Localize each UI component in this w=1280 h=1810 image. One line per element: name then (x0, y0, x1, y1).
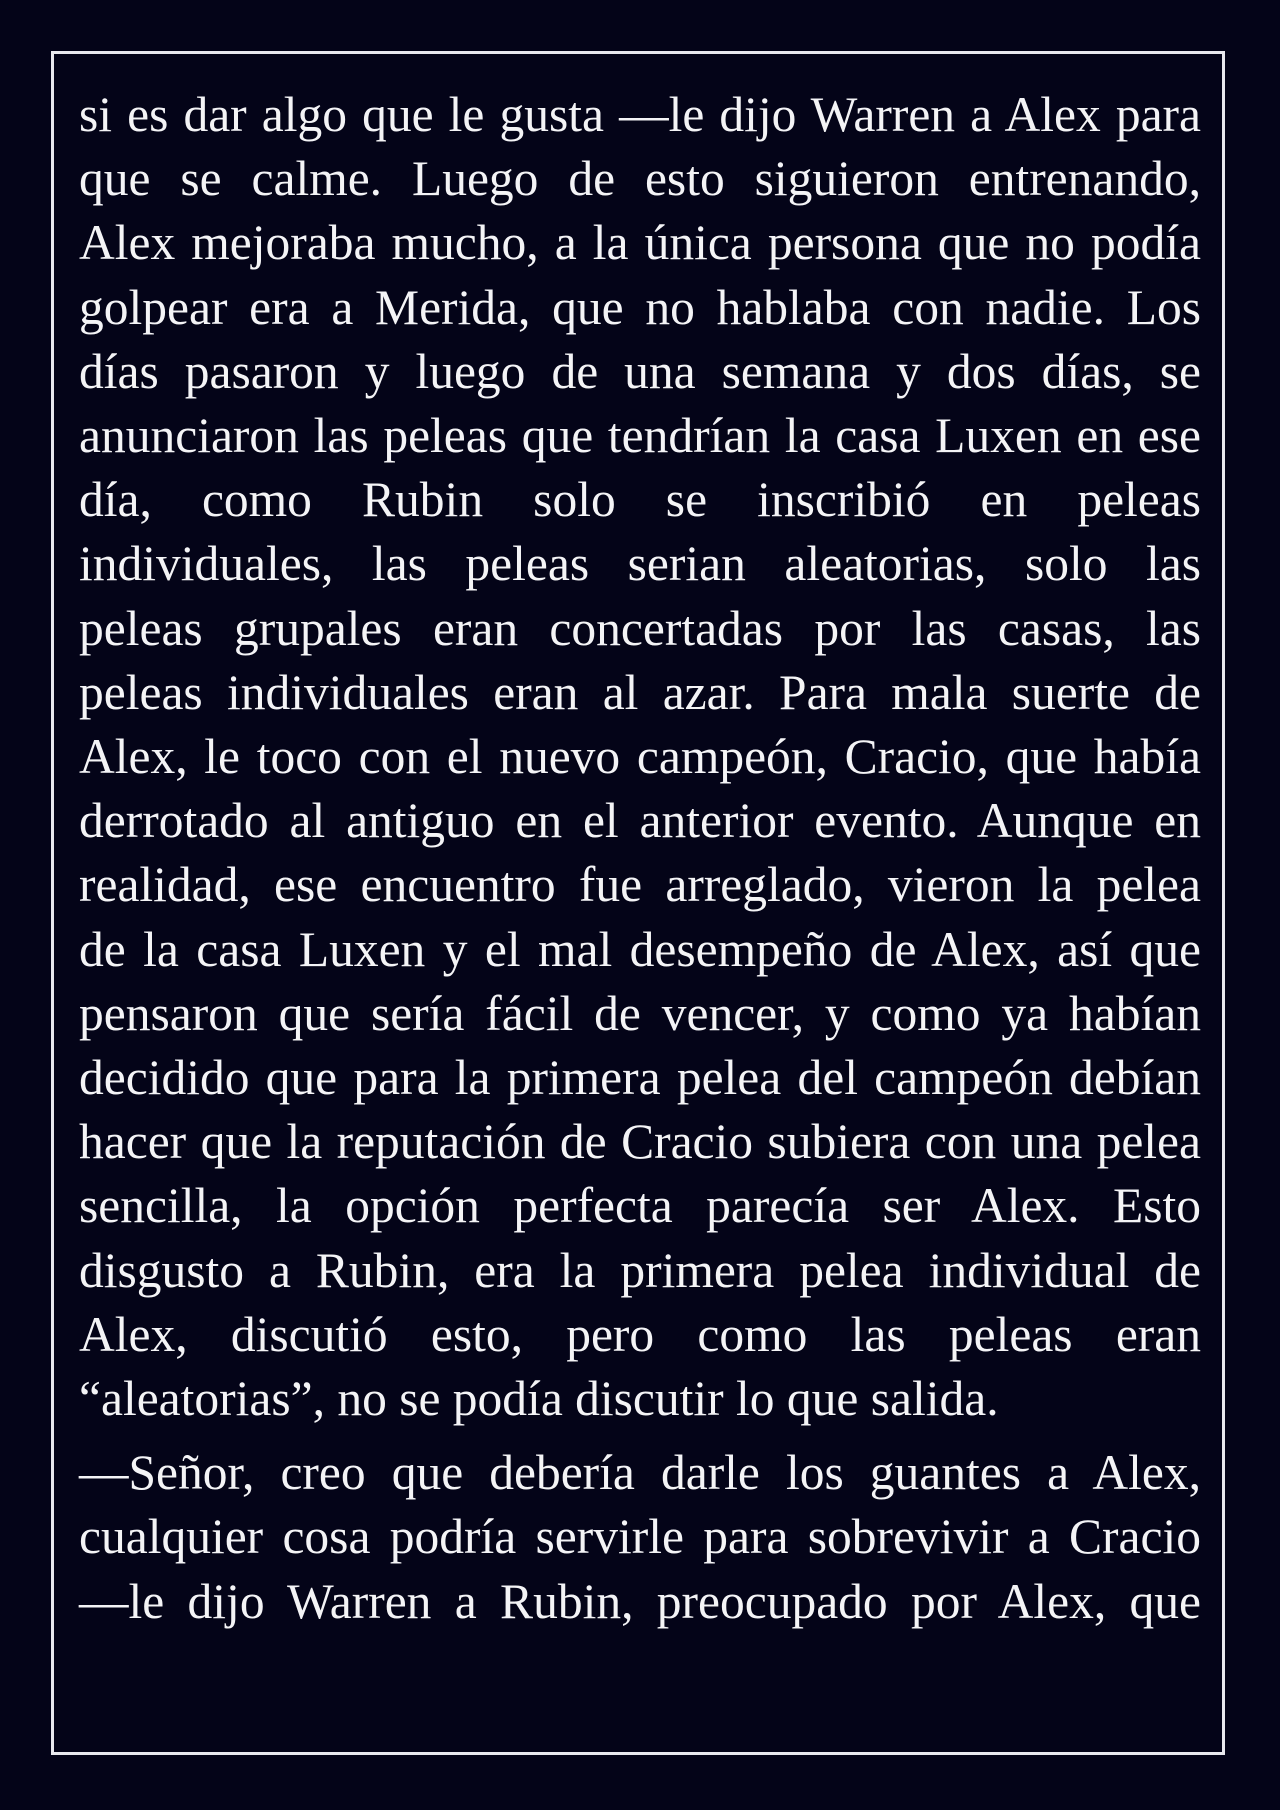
body-text (79, 83, 1201, 1634)
text-line: hacer que la reputación de Cracio subiera con una pelea (79, 1114, 1201, 1170)
text-line: si es dar algo que le gusta —le dijo Warren a Alex para (79, 87, 1201, 142)
text-line: cualquier cosa podría servirle para sobrevivir a Cracio (79, 1509, 1201, 1565)
text-line: Alex, le toco con el nuevo campeón, Cracio, que había (79, 729, 1201, 785)
text-line: —Señor, creo que debería darle los guantes a Alex, (79, 1445, 1201, 1501)
text-line: individuales, las peleas serian aleatorias, solo las (79, 536, 1201, 592)
text-line: derrotado al antiguo en el anterior evento. Aunque en (79, 793, 1201, 849)
text-line: peleas individuales eran al azar. Para mala suerte de (79, 664, 1201, 720)
text-line: día, como Rubin solo se inscribió en peleas (79, 472, 1201, 528)
text-line: que se calme. Luego de esto siguieron entrenando, (79, 151, 1201, 207)
text-line: de la casa Luxen y el mal desempeño de Alex, así que (79, 921, 1201, 977)
text-line: Alex, discutió esto, pero como las peleas eran (79, 1306, 1201, 1362)
text-line: “aleatorias”, no se podía discutir lo que salida. (79, 1371, 999, 1427)
paragraph-1 (79, 83, 1201, 1431)
paragraph-2 (79, 1441, 1201, 1634)
text-line: —le dijo Warren a Rubin, preocupado por Alex, que (79, 1573, 1201, 1629)
text-line: decidido que para la primera pelea del campeón debían (79, 1050, 1201, 1106)
text-line: peleas grupales eran concertadas por las casas, las (79, 600, 1201, 656)
text-line: golpear era a Merida, que no hablaba con nadie. Los (79, 279, 1201, 335)
text-line: realidad, ese encuentro fue arreglado, vieron la pelea (79, 857, 1201, 913)
text-line: sencilla, la opción perfecta parecía ser Alex. Esto (79, 1178, 1201, 1234)
text-line: disgusto a Rubin, era la primera pelea individual de (79, 1242, 1201, 1298)
text-line: Alex mejoraba mucho, a la única persona que no podía (79, 215, 1201, 271)
text-line: pensaron que sería fácil de vencer, y como ya habían (79, 985, 1201, 1041)
text-line: días pasaron y luego de una semana y dos días, se (79, 343, 1201, 399)
text-line: anunciaron las peleas que tendrían la casa Luxen en ese (79, 408, 1201, 464)
